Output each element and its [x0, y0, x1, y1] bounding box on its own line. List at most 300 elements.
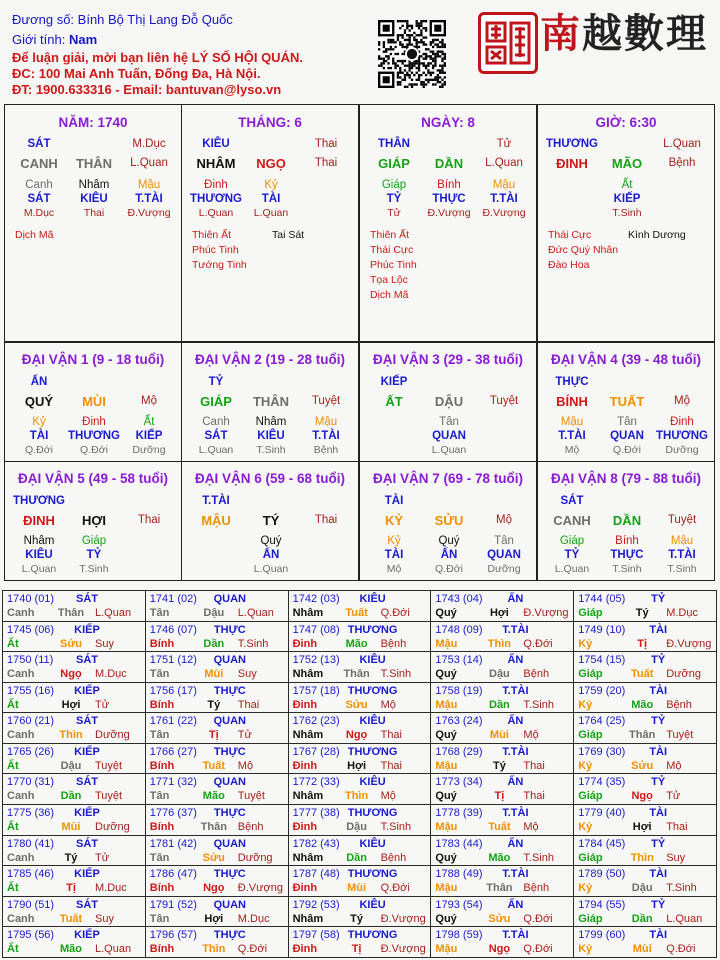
dai-van-can: MẬU: [201, 513, 231, 528]
dai-van-cell[interactable]: [4, 342, 182, 462]
pillar-chi-relation: L.Quan: [485, 157, 523, 169]
spirit-name: Tọa Lộc: [370, 274, 408, 286]
year-can: Kỷ: [578, 821, 593, 834]
year-cell[interactable]: [573, 926, 717, 958]
spirit-name: Thái Cực: [370, 244, 414, 256]
dai-van-hidden-star: KIÊU: [25, 549, 53, 561]
year-can: Quý: [435, 912, 457, 925]
dai-van-hidden-stem: Kỷ: [387, 535, 401, 547]
pillar-top-relation: Tử: [496, 138, 512, 150]
year-label: 1798 (59): [435, 929, 483, 942]
spirit-name: Dịch Mã: [370, 289, 409, 301]
year-chi: Ngọ: [345, 729, 368, 742]
year-can: Bính: [149, 943, 175, 956]
year-phase: Đ.Vượng: [523, 607, 569, 619]
year-can: Đinh: [292, 943, 318, 956]
year-phase: Mộ: [666, 759, 682, 772]
year-label: 1788 (49): [435, 868, 483, 881]
year-cell[interactable]: [430, 865, 574, 897]
year-cell[interactable]: [573, 651, 717, 683]
year-can: Bính: [149, 882, 175, 895]
hidden-star: KIẾP: [613, 193, 641, 205]
year-cell[interactable]: [2, 865, 146, 897]
year-star: THƯƠNG: [347, 868, 398, 881]
year-can: Kỷ: [578, 882, 593, 895]
year-cell[interactable]: [288, 804, 432, 836]
dai-van-title: ĐẠI VẬN 8 (79 - 88 tuổi): [550, 471, 702, 486]
hidden-stem: Kỷ: [264, 179, 278, 191]
year-cell[interactable]: [573, 804, 717, 836]
year-can: Đinh: [292, 637, 318, 650]
dai-van-hidden-stem: Ất: [143, 416, 155, 428]
year-star: KIẾP: [74, 623, 100, 636]
year-phase: Suy: [95, 912, 114, 925]
dai-van-can: BÍNH: [556, 394, 588, 409]
dai-van-chi: THÂN: [252, 394, 290, 409]
year-star: TÀI: [649, 684, 668, 697]
year-label: 1778 (39): [435, 807, 483, 820]
dai-van-hidden-star: QUAN: [610, 430, 644, 442]
dai-van-hidden-phase: L.Quan: [554, 563, 590, 575]
year-chi: Mùi: [204, 668, 224, 681]
year-cell[interactable]: [2, 773, 146, 805]
seal-graphic: [481, 15, 535, 71]
dai-van-cell[interactable]: [359, 342, 537, 462]
year-cell[interactable]: [430, 896, 574, 928]
year-label: 1782 (43): [292, 837, 340, 850]
year-can: Tân: [149, 912, 170, 925]
year-cell[interactable]: [145, 682, 289, 714]
year-star: QUAN: [213, 898, 246, 911]
year-label: 1753 (14): [435, 654, 483, 667]
dai-van-hidden-stem: Quý: [438, 535, 460, 547]
spirit-name-right: Tai Sát: [272, 229, 305, 241]
year-can: Canh: [7, 851, 35, 864]
year-cell[interactable]: [145, 621, 289, 653]
year-phase: T.Sinh: [380, 668, 412, 681]
year-can: Nhâm: [292, 729, 324, 742]
year-cell[interactable]: [145, 773, 289, 805]
pillar-cell: [4, 104, 182, 342]
year-phase: T.Sinh: [666, 882, 697, 895]
year-chi: Sửu: [59, 637, 83, 650]
year-phase: Đ.Vượng: [380, 943, 426, 956]
year-star: KIẾP: [74, 929, 100, 942]
year-can: Quý: [435, 790, 457, 803]
year-cell[interactable]: [288, 773, 432, 805]
year-can: Tân: [149, 607, 170, 619]
year-star: KIẾP: [74, 868, 100, 881]
year-label: 1767 (28): [292, 745, 340, 758]
year-label: 1772 (33): [292, 776, 340, 789]
hidden-star: TỶ: [386, 193, 402, 205]
year-cell[interactable]: [288, 590, 432, 622]
year-can: Ất: [7, 759, 19, 772]
qr-code-icon: [378, 20, 446, 88]
dai-van-hidden-star: QUAN: [432, 430, 466, 442]
pillar-chi-relation: L.Quan: [130, 157, 168, 169]
year-label: 1793 (54): [435, 898, 483, 911]
pillar-chi: THÂN: [75, 156, 113, 171]
year-star: T.TÀI: [502, 745, 529, 758]
pillar-chi: MÃO: [611, 156, 643, 171]
year-cell[interactable]: [573, 896, 717, 928]
dai-van-hidden-stem: Đinh: [82, 416, 106, 428]
hidden-star: SÁT: [27, 193, 51, 205]
year-cell[interactable]: [430, 712, 574, 744]
dai-van-cell[interactable]: [537, 342, 715, 462]
year-label: 1795 (56): [7, 929, 55, 942]
year-label: 1762 (23): [292, 715, 340, 728]
year-chi: Thìn: [59, 729, 83, 742]
year-phase: Bệnh: [523, 882, 550, 895]
year-label: 1761 (22): [149, 715, 197, 728]
year-star: TÀI: [649, 745, 668, 758]
year-cell[interactable]: [145, 865, 289, 897]
year-chi: Mão: [202, 790, 225, 803]
year-cell[interactable]: [2, 896, 146, 928]
year-chi: Tị: [637, 637, 648, 650]
year-label: 1799 (60): [578, 929, 626, 942]
dai-van-hidden-stem: Mậu: [314, 416, 338, 428]
year-label: 1773 (34): [435, 776, 483, 789]
dai-van-hidden-stem: Nhâm: [23, 535, 55, 547]
spirit-name: Đào Hoa: [548, 259, 590, 271]
year-chi: Tuất: [488, 821, 511, 834]
phone-email-line[interactable]: ĐT: 1900.633316 - Email: bantuvan@lyso.vn: [12, 82, 282, 97]
year-label: 1787 (48): [292, 868, 340, 881]
year-cell[interactable]: [288, 712, 432, 744]
year-star: THỰC: [213, 807, 246, 820]
year-label: 1776 (37): [149, 807, 197, 820]
year-phase: Tử: [666, 790, 681, 803]
dai-van-hidden-star: KIẾP: [135, 430, 163, 442]
dai-van-hidden-phase: Mộ: [386, 563, 402, 575]
year-can: Quý: [435, 607, 457, 619]
year-can: Canh: [7, 790, 35, 803]
year-can: Mậu: [435, 821, 458, 834]
hidden-phase: M.Dục: [23, 207, 55, 219]
year-chi: Sửu: [345, 698, 368, 711]
year-can: Ất: [7, 821, 19, 834]
year-cell[interactable]: [2, 621, 146, 653]
pillar-chi: NGỌ: [256, 156, 286, 171]
year-cell[interactable]: [145, 712, 289, 744]
dai-van-cell[interactable]: [4, 461, 182, 581]
year-phase: Mộ: [380, 790, 396, 803]
dai-van-hidden-stem: Giáp: [81, 535, 107, 547]
spirit-name: Phúc Tinh: [192, 244, 239, 256]
dai-van-title: ĐẠI VẬN 1 (9 - 18 tuổi): [21, 352, 165, 367]
dai-van-cell[interactable]: [181, 461, 359, 581]
year-cell[interactable]: [2, 712, 146, 744]
hidden-stem: Mậu: [492, 179, 516, 191]
year-phase: Suy: [666, 851, 686, 864]
dai-van-title: ĐẠI VẬN 7 (69 - 78 tuổi): [372, 471, 524, 486]
dai-van-hidden-phase: T.Sinh: [256, 444, 286, 456]
year-star: THƯƠNG: [347, 745, 398, 758]
dai-van-title: ĐẠI VẬN 6 (59 - 68 tuổi): [194, 471, 346, 486]
year-star: TỶ: [651, 654, 666, 667]
dai-van-hidden-phase: Dưỡng: [487, 563, 521, 575]
year-label: 1765 (26): [7, 745, 55, 758]
year-phase: Đ.Vượng: [380, 912, 426, 925]
dai-van-state: Thai: [314, 514, 338, 526]
pillar-cell: [359, 104, 537, 342]
year-star: KIÊU: [359, 654, 386, 667]
year-label: 1746 (07): [149, 623, 197, 636]
spirit-name: Đức Quý Nhân: [548, 244, 619, 256]
year-cell[interactable]: [145, 743, 289, 775]
year-label: 1789 (50): [578, 868, 626, 881]
year-label: 1748 (09): [435, 623, 483, 636]
year-star: KIÊU: [359, 898, 386, 911]
year-phase: L.Quan: [95, 943, 132, 956]
year-phase: Q.Đới: [237, 943, 268, 956]
year-chi: Thân: [486, 882, 513, 895]
year-label: 1744 (05): [578, 593, 626, 605]
year-can: Giáp: [578, 851, 603, 864]
year-cell[interactable]: [430, 621, 574, 653]
year-star: T.TÀI: [502, 868, 529, 881]
dai-van-chi: MÙI: [82, 394, 106, 409]
year-cell[interactable]: [145, 926, 289, 958]
year-cell[interactable]: [430, 835, 574, 867]
year-chi: Tý: [492, 759, 506, 772]
dai-van-can: ĐINH: [23, 513, 55, 528]
year-label: 1754 (15): [578, 654, 626, 667]
year-phase: L.Quan: [666, 912, 703, 925]
dai-van-hidden-stem: Tân: [439, 416, 459, 428]
year-label: 1770 (31): [7, 776, 55, 789]
hidden-stem: Ất: [621, 179, 633, 191]
year-chi: Dần: [60, 790, 82, 803]
dai-van-hidden-phase: Q.Đới: [435, 563, 463, 575]
year-star: TÀI: [649, 807, 668, 820]
dai-van-star: TỶ: [208, 376, 224, 388]
dai-van-chi: HỢI: [81, 513, 107, 528]
dai-van-hidden-star: T.TÀI: [558, 430, 586, 442]
year-phase: Đ.Vượng: [666, 637, 712, 650]
dai-van-cell[interactable]: [359, 461, 537, 581]
spirit-name-right: Kình Dương: [628, 229, 686, 241]
year-phase: Đ.Vượng: [237, 882, 283, 895]
year-cell[interactable]: [145, 590, 289, 622]
year-cell[interactable]: [573, 865, 717, 897]
year-star: THỰC: [213, 623, 246, 636]
year-chi: Tị: [494, 790, 505, 803]
year-cell[interactable]: [573, 590, 717, 622]
seal-stamp: [478, 12, 538, 74]
hidden-stem: Mậu: [137, 179, 161, 191]
year-phase: Mộ: [523, 729, 539, 742]
year-cell[interactable]: [573, 835, 717, 867]
year-label: 1796 (57): [149, 929, 197, 942]
dai-van-state: Mộ: [674, 395, 690, 407]
dai-van-hidden-star: KIÊU: [257, 430, 285, 442]
dai-van-can: ẤT: [385, 394, 403, 409]
hidden-stem: Nhâm: [78, 179, 110, 191]
hidden-phase: Đ.Vượng: [127, 207, 171, 219]
year-phase: Thai: [523, 790, 545, 803]
year-cell[interactable]: [288, 896, 432, 928]
year-can: Kỷ: [578, 637, 593, 650]
year-chi: Hợi: [489, 607, 509, 619]
year-cell[interactable]: [430, 773, 574, 805]
dai-van-star: TÀI: [384, 495, 404, 507]
dai-van-hidden-phase: Q.Đới: [613, 444, 641, 456]
year-star: QUAN: [213, 837, 246, 850]
year-chi: Thân: [200, 821, 227, 834]
year-label: 1784 (45): [578, 837, 626, 850]
year-cell[interactable]: [288, 682, 432, 714]
dai-van-hidden-star: T.TÀI: [312, 430, 340, 442]
year-cell[interactable]: [573, 773, 717, 805]
year-star: T.TÀI: [502, 623, 529, 636]
year-phase: Mộ: [523, 821, 539, 834]
year-phase: Mộ: [237, 759, 254, 772]
year-label: 1758 (19): [435, 684, 483, 697]
year-label: 1774 (35): [578, 776, 626, 789]
year-star: QUAN: [213, 776, 246, 789]
year-cell[interactable]: [2, 743, 146, 775]
year-cell[interactable]: [430, 804, 574, 836]
year-can: Quý: [435, 851, 457, 864]
year-cell[interactable]: [288, 621, 432, 653]
pillar-cell: [537, 104, 715, 342]
year-label: 1747 (08): [292, 623, 340, 636]
pillar-title: GIỜ: 6:30: [595, 115, 657, 130]
year-chi: Thìn: [630, 851, 654, 864]
dai-van-hidden-phase: L.Quan: [198, 444, 234, 456]
year-star: THỰC: [213, 745, 246, 758]
year-phase: Thai: [523, 759, 545, 772]
year-cell[interactable]: [430, 682, 574, 714]
year-cell[interactable]: [2, 590, 146, 622]
year-cell[interactable]: [288, 743, 432, 775]
year-label: 1771 (32): [149, 776, 197, 789]
year-phase: Q.Đới: [666, 943, 696, 956]
year-chi: Tý: [635, 607, 649, 619]
year-cell[interactable]: [2, 682, 146, 714]
year-chi: Hợi: [347, 759, 367, 772]
year-cell[interactable]: [430, 743, 574, 775]
year-can: Giáp: [578, 790, 603, 803]
year-can: Nhâm: [292, 668, 324, 681]
hidden-phase: L.Quan: [253, 207, 289, 219]
hidden-phase: Đ.Vượng: [427, 207, 471, 219]
dai-van-state: Mộ: [496, 514, 512, 526]
year-cell[interactable]: [145, 835, 289, 867]
pillar-top-star: THƯƠNG: [546, 138, 598, 150]
dai-van-title: ĐẠI VẬN 3 (29 - 38 tuổi): [372, 352, 524, 367]
year-star: THƯƠNG: [347, 623, 398, 636]
hidden-star: THỰC: [432, 193, 466, 205]
year-can: Bính: [149, 759, 175, 772]
year-cell[interactable]: [2, 835, 146, 867]
year-phase: Bệnh: [523, 668, 550, 681]
year-star: THƯƠNG: [347, 807, 398, 820]
year-cell[interactable]: [288, 926, 432, 958]
year-cell[interactable]: [430, 651, 574, 683]
year-cell[interactable]: [573, 712, 717, 744]
dai-van-hidden-phase: T.Sinh: [612, 563, 642, 575]
year-star: TỶ: [651, 837, 666, 850]
year-phase: T.Sinh: [523, 851, 554, 864]
dai-van-hidden-phase: Q.Đới: [80, 444, 108, 456]
year-label: 1749 (10): [578, 623, 626, 636]
year-chi: Dần: [489, 698, 510, 711]
year-label: 1760 (21): [7, 715, 55, 728]
year-can: Đinh: [292, 759, 318, 772]
year-chi: Dậu: [346, 821, 367, 834]
year-chi: Thìn: [344, 790, 369, 803]
year-phase: Q.Đới: [523, 637, 553, 650]
year-cell[interactable]: [573, 621, 717, 653]
year-cell[interactable]: [573, 743, 717, 775]
dai-van-hidden-phase: T.Sinh: [79, 563, 109, 575]
year-cell[interactable]: [573, 682, 717, 714]
year-can: Ất: [7, 882, 19, 895]
dai-van-star: THƯƠNG: [13, 495, 65, 507]
year-label: 1786 (47): [149, 868, 197, 881]
year-cell[interactable]: [288, 651, 432, 683]
year-chi: Ngọ: [203, 882, 225, 895]
dai-van-hidden-star: QUAN: [487, 549, 521, 561]
year-chi: Sửu: [631, 759, 654, 772]
year-phase: Bệnh: [237, 821, 264, 834]
year-can: Ất: [7, 698, 19, 711]
dai-van-cell[interactable]: [537, 461, 715, 581]
year-cell[interactable]: [2, 651, 146, 683]
year-star: ẤN: [507, 898, 524, 911]
year-star: KIÊU: [359, 837, 386, 850]
spirit-name: Dịch Mã: [15, 229, 54, 241]
year-label: 1779 (40): [578, 807, 626, 820]
year-star: T.TÀI: [502, 684, 529, 697]
year-chi: Sửu: [202, 851, 225, 864]
year-cell[interactable]: [145, 651, 289, 683]
year-cell[interactable]: [145, 896, 289, 928]
year-star: TÀI: [649, 929, 668, 942]
year-cell[interactable]: [430, 926, 574, 958]
year-chi: Mão: [488, 851, 511, 864]
dai-van-hidden-star: TÀI: [384, 549, 404, 561]
dai-van-hidden-phase: Bệnh: [313, 444, 339, 456]
dai-van-can: KỶ: [384, 513, 404, 528]
year-star: T.TÀI: [502, 807, 529, 820]
spirit-name: Tướng Tinh: [192, 259, 247, 271]
year-cell[interactable]: [288, 865, 432, 897]
year-cell[interactable]: [145, 804, 289, 836]
year-label: 1781 (42): [149, 837, 197, 850]
pillar-can: CANH: [20, 156, 58, 171]
dai-van-chi: TUẤT: [609, 394, 645, 409]
dai-van-hidden-phase: Q.Đới: [25, 444, 53, 456]
year-label: 1777 (38): [292, 807, 340, 820]
dai-van-hidden-phase: Dưỡng: [665, 444, 699, 456]
year-label: 1743 (04): [435, 593, 483, 605]
dai-van-hidden-stem: Nhâm: [255, 416, 287, 428]
year-cell[interactable]: [430, 590, 574, 622]
year-cell[interactable]: [288, 835, 432, 867]
pillar-title: THÁNG: 6: [238, 115, 302, 130]
year-chi: Sửu: [488, 912, 511, 925]
year-cell[interactable]: [2, 804, 146, 836]
year-star: SÁT: [76, 898, 98, 911]
year-cell[interactable]: [2, 926, 146, 958]
dai-van-cell[interactable]: [181, 342, 359, 462]
